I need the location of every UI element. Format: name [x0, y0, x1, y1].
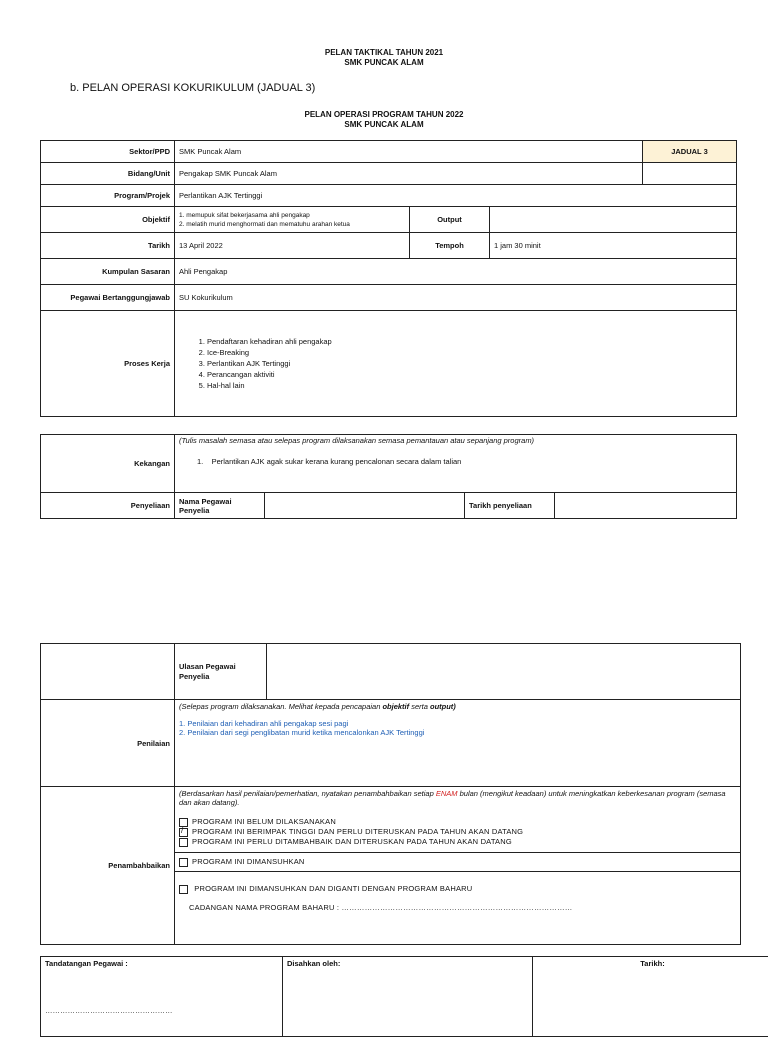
- cadangan-field[interactable]: CADANGAN NAMA PROGRAM BAHARU : ………………………………………………………………………………: [179, 903, 736, 913]
- main-table: [40, 140, 737, 417]
- checkbox-icon[interactable]: [179, 838, 188, 847]
- penilaian-note: [179, 702, 736, 711]
- objektif-value: [175, 207, 410, 233]
- penilaian-label: Penilaian: [41, 700, 175, 787]
- option-row[interactable]: [179, 827, 736, 837]
- disahkan-label: Disahkan oleh:: [283, 957, 533, 1037]
- list-item: 3. Perlantikan AJK Tertinggi: [207, 358, 732, 369]
- objektif-label: Objektif: [41, 207, 175, 233]
- section-title: b. PELAN OPERASI KOKURIKULUM (JADUAL 3): [70, 82, 315, 94]
- checkbox-icon[interactable]: [179, 858, 188, 867]
- penilaian-note-b: objektif: [382, 702, 409, 711]
- tarikh-value: 13 April 2022: [175, 233, 410, 259]
- review-table: [40, 643, 741, 945]
- kekangan-value: [175, 435, 737, 493]
- penambahbaikan-label: Penambahbaikan: [41, 787, 175, 945]
- penilaian-item: 2. Penilaian dari segi penglibatan murid ketika mencalonkan AJK Tertinggi: [179, 728, 736, 737]
- option-label: PROGRAM INI DIMANSUHKAN DAN DIGANTI DENGAN PROGRAM BAHARU: [194, 884, 472, 893]
- tarikh-sign-label: Tarikh:: [533, 957, 768, 1037]
- nama-pegawai-line-1: Nama Pegawai: [179, 497, 260, 506]
- nama-pegawai-value: [265, 493, 465, 519]
- option-row[interactable]: [179, 884, 736, 894]
- option-label: PROGRAM INI BELUM DILAKSANAKAN: [192, 817, 336, 826]
- kumpulan-label: Kumpulan Sasaran: [41, 259, 175, 285]
- kekangan-label: Kekangan: [41, 435, 175, 493]
- program-label: Program/Projek: [41, 185, 175, 207]
- kekangan-table: [40, 434, 737, 519]
- tarikh-penyeliaan-label: Tarikh penyeliaan: [465, 493, 555, 519]
- signature-line[interactable]: ……………………………………………: [45, 1006, 278, 1015]
- option-label: PROGRAM INI DIMANSUHKAN: [192, 857, 305, 866]
- tarikh-penyeliaan-value: [555, 493, 737, 519]
- signature-table: [40, 956, 768, 1037]
- option-row[interactable]: [179, 837, 736, 847]
- tempoh-label: Tempoh: [410, 233, 490, 259]
- proses-value: [175, 311, 737, 417]
- ulasan-spacer: [41, 644, 175, 700]
- pegawai-value: SU Kokurikulum: [175, 285, 737, 311]
- objektif-item: 1. memupuk sifat bekerjasama ahli pengakap: [179, 211, 405, 220]
- option-row[interactable]: [179, 817, 736, 827]
- ulasan-label: [175, 644, 267, 700]
- penambahbaikan-value: [175, 787, 741, 945]
- penambah-note-red: ENAM: [436, 789, 458, 798]
- penilaian-note-d: output): [430, 702, 456, 711]
- checkbox-icon[interactable]: [179, 885, 188, 894]
- kekangan-item: 1. Perlantikan AJK agak sukar kerana kurang pencalonan secara dalam talian: [179, 457, 732, 466]
- penambah-note-a: (Berdasarkan hasil penilaian/pemerhatian, nyatakan penambahbaikan setiap: [179, 789, 436, 798]
- jadual-badge: JADUAL 3: [643, 141, 737, 163]
- penambah-note-b: bulan (mengikut keadaan) untuk meningkatkan keberkesanan program (semasa dan akan datang).: [179, 789, 726, 807]
- header-line-1: PELAN TAKTIKAL TAHUN 2021: [0, 48, 768, 58]
- form-title-line-1: PELAN OPERASI PROGRAM TAHUN 2022: [0, 110, 768, 120]
- form-title: [0, 110, 768, 130]
- form-title-line-2: SMK PUNCAK ALAM: [0, 120, 768, 130]
- bidang-label: Bidang/Unit: [41, 163, 175, 185]
- option-row[interactable]: [179, 857, 736, 867]
- pegawai-label: Pegawai Bertanggungjawab: [41, 285, 175, 311]
- document-header: [0, 48, 768, 68]
- tempoh-value: 1 jam 30 minit: [490, 233, 737, 259]
- option-dimansuhkan-cell: [175, 852, 740, 871]
- tarikh-label: Tarikh: [41, 233, 175, 259]
- bidang-value: Pengakap SMK Puncak Alam: [175, 163, 643, 185]
- option-label: PROGRAM INI PERLU DITAMBAHBAIK DAN DITERUSKAN PADA TAHUN AKAN DATANG: [192, 837, 512, 846]
- option-diganti-cell: [175, 871, 740, 913]
- checkbox-checked-icon[interactable]: [179, 828, 188, 837]
- ulasan-line-2: Penyelia: [179, 672, 262, 682]
- nama-pegawai-line-2: Penyelia: [179, 506, 260, 515]
- output-value: [490, 207, 737, 233]
- penambahbaikan-note: [175, 787, 740, 807]
- sektor-value: SMK Puncak Alam: [175, 141, 643, 163]
- penilaian-note-c: serta: [409, 702, 430, 711]
- penilaian-item: 1. Penilaian dari kehadiran ahli pengakap sesi pagi: [179, 719, 736, 728]
- bidang-empty: [643, 163, 737, 185]
- program-value: Perlantikan AJK Tertinggi: [175, 185, 737, 207]
- option-label: PROGRAM INI BERIMPAK TINGGI DAN PERLU DITERUSKAN PADA TAHUN AKAN DATANG: [192, 827, 523, 836]
- list-item: 4. Perancangan aktiviti: [207, 369, 732, 380]
- proses-label: Proses Kerja: [41, 311, 175, 417]
- list-item: 5. Hal-hal lain: [207, 380, 732, 391]
- penilaian-note-a: (Selepas program dilaksanakan. Melihat kepada pencapaian: [179, 702, 382, 711]
- sektor-label: Sektor/PPD: [41, 141, 175, 163]
- nama-pegawai-label: [175, 493, 265, 519]
- penyeliaan-label: Penyeliaan: [41, 493, 175, 519]
- kumpulan-value: Ahli Pengakap: [175, 259, 737, 285]
- list-item: 2. Ice-Breaking: [207, 347, 732, 358]
- tandatangan-cell: [41, 957, 283, 1037]
- objektif-item: 2. melatih murid menghormati dan mematuhu arahan ketua: [179, 220, 405, 229]
- header-line-2: SMK PUNCAK ALAM: [0, 58, 768, 68]
- proses-list: [179, 336, 732, 391]
- kekangan-item-text: Perlantikan AJK agak sukar kerana kurang pencalonan secara dalam talian: [212, 457, 462, 466]
- penilaian-value: [175, 700, 741, 787]
- kekangan-note: (Tulis masalah semasa atau selepas program dilaksanakan semasa pemantauan atau sepanjang program): [179, 436, 732, 445]
- ulasan-line-1: Ulasan Pegawai: [179, 662, 262, 672]
- ulasan-value: [267, 644, 741, 700]
- list-item: 1. Pendaftaran kehadiran ahli pengakap: [207, 336, 732, 347]
- options-block: [175, 807, 740, 847]
- output-label: Output: [410, 207, 490, 233]
- tandatangan-label: Tandatangan Pegawai :: [45, 959, 278, 968]
